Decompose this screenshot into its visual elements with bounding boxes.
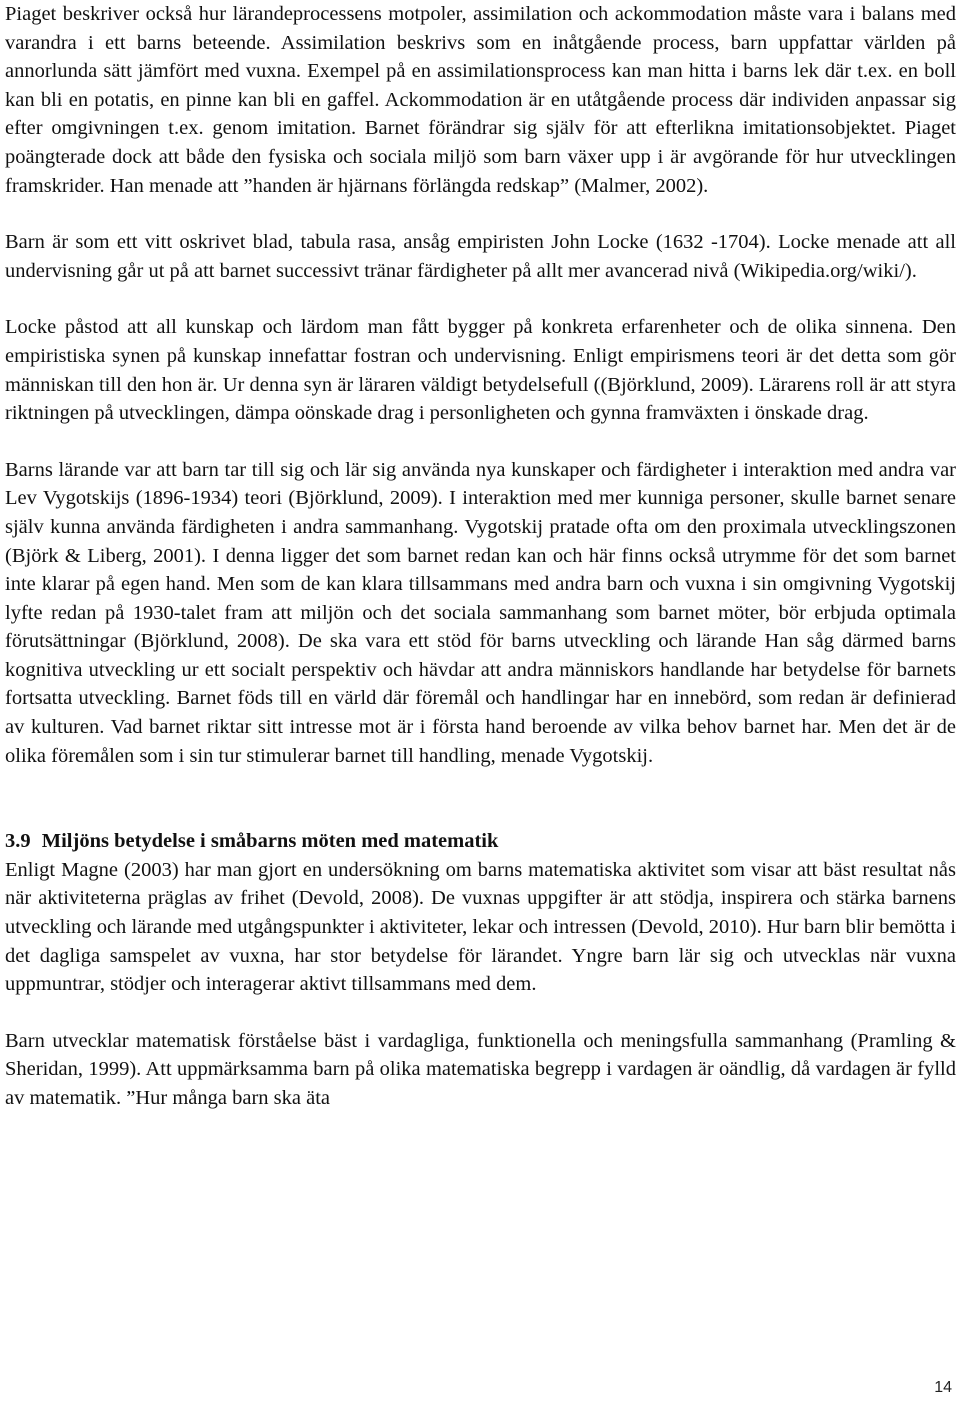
- paragraph-locke-tabula-rasa: Barn är som ett vitt oskrivet blad, tabula rasa, ansåg empiristen John Locke (1632 -1704). Locke menade att all undervisning går ut på att barnet successivt tränar färdigheter på allt mer avancerad nivå (Wikipedia.org/wiki/).: [5, 231, 956, 282]
- paragraph-magne-study: Enligt Magne (2003) har man gjort en undersökning om barns matematiska aktivitet som visar att bäst resultat nås när aktiviteterna präglas av frihet (Devold, 2008). De vuxnas uppgifter är att stödja, inspirera och stärka barnens utveckling och lärande med utgångspunkter i aktiviteter, lekar och intressen (Devold, 2010). Hur barn blir bemötta i det dagliga samspelet av vuxna, har stor betydelse för lärandet. Yngre barn lär sig och utvecklas när vuxna uppmuntrar, stödjer och interagerar aktivt tillsammans med dem.: [5, 858, 956, 996]
- section-title: Miljöns betydelse i småbarns möten med matematik: [41, 830, 499, 853]
- paragraph-vygotsky: Barns lärande var att barn tar till sig och lär sig använda nya kunskaper och färdigheter i interaktion med andra var Lev Vygotskijs (1896-1934) teori (Björklund, 2009). I interaktion med mer kunniga personer, skulle barnet senare själv kunna använda färdigheten i andra sammanhang. Vygotskij pratade ofta om den proximala utvecklingszonen (Björk & Liberg, 2001). I denna ligger det som barnet redan kan och här finns också utrymme för det som barnet inte klarar på egen hand. Men som de kan klara tillsammans med andra barn och vuxna i sin omgivning Vygotskij lyfte redan på 1930-talet fram att miljön och det sociala sammanhang som barnet möter, bör erbjuda optimala förutsättningar (Björklund, 2008). De ska vara ett stöd för barns utveckling och lärande Han såg därmed barns kognitiva utveckling ur ett socialt perspektiv och hävdar att andra människors handlande har betydelse för barnets fortsatta utveckling. Barnet föds till en värld där föremål och handlingar har en innebörd, som redan är definierad av kulturen. Vad barnet riktar sitt intresse mot är i första hand beroende av vilka behov barnet har. Men det är de olika föremålen som i sin tur stimulerar barnet till handling, menade Vygotskij.: [5, 458, 956, 767]
- paragraph-piaget-assimilation: Piaget beskriver också hur lärandeprocessens motpoler, assimilation och ackommodation måste vara i balans med varandra i ett barns beteende. Assimilation beskrivs som en inåtgående process, barn uppfattar världen på annorlunda sätt jämfört med vuxna. Exempel på en assimilationsprocess kan man hitta i barns lek där t.ex. en boll kan bli en potatis, en pinne kan bli en gaffel. Ackommodation är en utåtgående process där individen anpassar sig efter omgivningen t.ex. genom imitation. Barnet förändrar sig själv för att efterlikna imitationsobjektet. Piaget poängterade dock att både den fysiska och sociala miljö som barn växer upp i är avgörande för hur utvecklingen framskrider. Han menade att ”handen är hjärnans förlängda redskap” (Malmer, 2002).: [5, 3, 956, 197]
- section-number: 3.9: [5, 830, 31, 853]
- paragraph-locke-empiricism: Locke påstod att all kunskap och lärdom man fått bygger på konkreta erfarenheter och de olika sinnena. Den empiristiska synen på kunskap innefattar fostran och undervisning. Enligt empirismens teori är det detta som gör människan till den hon är. Ur denna syn är läraren väldigt betydelsefull ((Björklund, 2009). Lärarens roll är att styra riktningen på utvecklingen, dämpa oönskade drag i personligheten och gynna framväxten i önskade drag.: [5, 316, 956, 425]
- page-number: 14: [934, 1379, 952, 1396]
- section-heading: [5, 827, 956, 856]
- paragraph-everyday-math: Barn utvecklar matematisk förståelse bäst i vardagliga, funktionella och meningsfulla sammanhang (Pramling & Sheridan, 1999). Att uppmärksamma barn på olika matematiska begrepp i vardagen är oändlig, då vardagen är fylld av matematik. ”Hur många barn ska äta: [5, 1029, 956, 1109]
